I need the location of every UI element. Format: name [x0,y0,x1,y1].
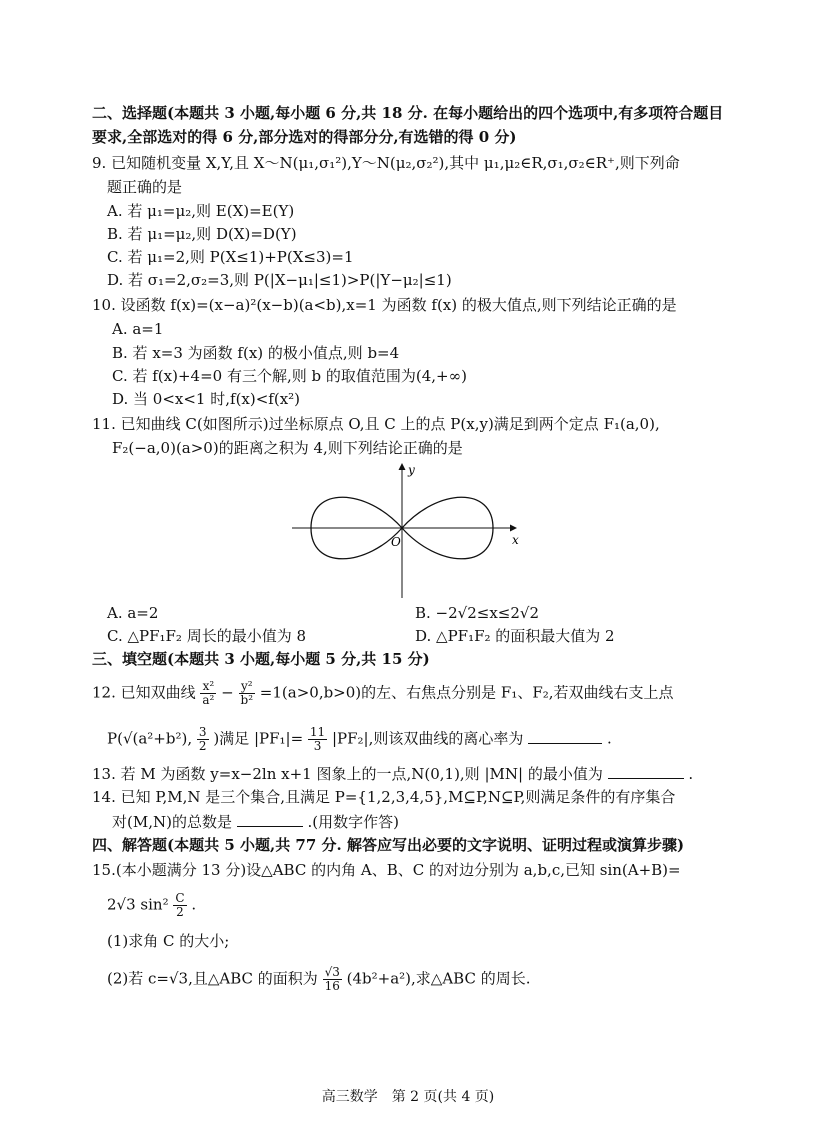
q15-frac-sqrt3-16: $\frac{√3}{16}$ [324,965,340,993]
q11-option-c: C. △PF₁F₂ 周长的最小值为 8 [107,627,307,645]
section3-header: 三、填空题(本题共 3 小题,每小题 5 分,共 15 分) [92,650,430,668]
lemniscate-figure [288,458,524,600]
q11-option-d: D. △PF₁F₂ 的面积最大值为 2 [415,627,615,645]
q11-stem-line2: F₂(−a,0)(a>0)的距离之积为 4,则下列结论正确的是 [112,439,463,457]
q12-frac-y2-b2: $\frac{\text{y²}}{\text{b²}}$ [240,679,254,707]
q9-stem-line1: 9. 已知随机变量 X,Y,且 X～N(μ₁,σ₁²),Y～N(μ₂,σ₂²),其中 μ₁,μ₂∈R,σ₁,σ₂∈R⁺,则下列命 [92,154,680,172]
q10-stem: 10. 设函数 f(x)=(x−a)²(x−b)(a<b),x=1 为函数 f(x) 的极大值点,则下列结论正确的是 [92,296,677,314]
q15-frac-c-2: $\frac{C}{2}$ [175,891,185,919]
section4-header: 四、解答题(本题共 5 小题,共 77 分. 解答应写出必要的文字说明、证明过程或演算步骤) [92,836,685,854]
q12-frac-11-3: $\frac{11}{3}$ [309,725,326,753]
section2-header-line1: 二、选择题(本题共 3 小题,每小题 6 分,共 18 分. 在每小题给出的四个选项中,有多项符合题目 [92,104,724,122]
q12-stem-rest: =1(a>0,b>0)的左、右焦点分别是 F₁、F₂,若双曲线右支上点 [259,683,674,702]
q15-stem-line2: 2√3 sin² $\frac{C}{2}$ . [107,891,197,919]
page-footer: 高三数学 第 2 页(共 4 页) [321,1089,495,1105]
q10-option-a: A. a=1 [112,320,164,338]
q14-line2: 对(M,N)的总数是 .(用数字作答) [112,810,399,833]
q13-line: 13. 若 M 为函数 y=x−2ln x+1 图象上的一点,N(0,1),则 |MN| 的最小值为 . [92,762,693,785]
q11-option-b: B. −2√2≤x≤2√2 [415,604,540,622]
q15-part2: (2)若 c=√3,且△ABC 的面积为 $\frac{√3}{16}$ (4b²+a²),求△ABC 的周长. [107,965,531,993]
q9-option-d: D. 若 σ₁=2,σ₂=3,则 P(|X−μ₁|≤1)>P(|Y−μ₂|≤1) [107,271,452,289]
y-axis-label: y [408,463,415,477]
q14-stem-line1: 14. 已知 P,M,N 是三个集合,且满足 P={1,2,3,4,5},M⊆P,N⊆P,则满足条件的有序集合 [92,788,676,806]
q11-option-a: A. a=2 [107,604,159,622]
q12-line1: 12. 已知双曲线 $\frac{\text{x²}}{\text{a²}}$ − $\frac{\text{y²}}{\text{b²}}$ =1(a>0,b>0)的左、右焦点分别是 F₁、F₂,若双曲线右支上点 [92,679,674,707]
q11-stem-line1: 11. 已知曲线 C(如图所示)过坐标原点 O,且 C 上的点 P(x,y)满足到两个定点 F₁(a,0), [92,415,660,433]
q12-frac-x2-a2: $\frac{\text{x²}}{\text{a²}}$ [202,679,215,707]
q9-option-a: A. 若 μ₁=μ₂,则 E(X)=E(Y) [107,202,295,220]
q12-frac-3-2: $\frac{3}{2}$ [198,725,207,753]
q12-stem-prefix: 12. 已知双曲线 [92,683,196,702]
section2-header-line2: 要求,全部选对的得 6 分,部分选对的得部分分,有选错的得 0 分) [92,128,517,146]
q12-answer-blank[interactable] [528,727,602,744]
q15-stem-line1: 15.(本小题满分 13 分)设△ABC 的内角 A、B、C 的对边分别为 a,b,c,已知 sin(A+B)= [92,861,681,879]
q10-option-c: C. 若 f(x)+4=0 有三个解,则 b 的取值范围为(4,+∞) [112,367,467,385]
x-axis-label: x [512,533,519,547]
q14-answer-blank[interactable] [237,810,303,827]
q13-answer-blank[interactable] [608,762,684,779]
origin-label: O [391,535,401,549]
q12-line2: P(√(a²+b²), $\frac{3}{2}$ )满足 |PF₁|= $\frac{11}{3}$ |PF₂|,则该双曲线的离心率为 . [107,725,612,753]
q15-part1: (1)求角 C 的大小; [107,932,230,950]
q9-stem-line2: 题正确的是 [107,178,183,196]
q9-option-c: C. 若 μ₁=2,则 P(X≤1)+P(X≤3)=1 [107,248,354,266]
q10-option-d: D. 当 0<x<1 时,f(x)<f(x²) [112,390,301,408]
q10-option-b: B. 若 x=3 为函数 f(x) 的极小值点,则 b=4 [112,344,400,362]
q9-option-b: B. 若 μ₁=μ₂,则 D(X)=D(Y) [107,225,297,243]
